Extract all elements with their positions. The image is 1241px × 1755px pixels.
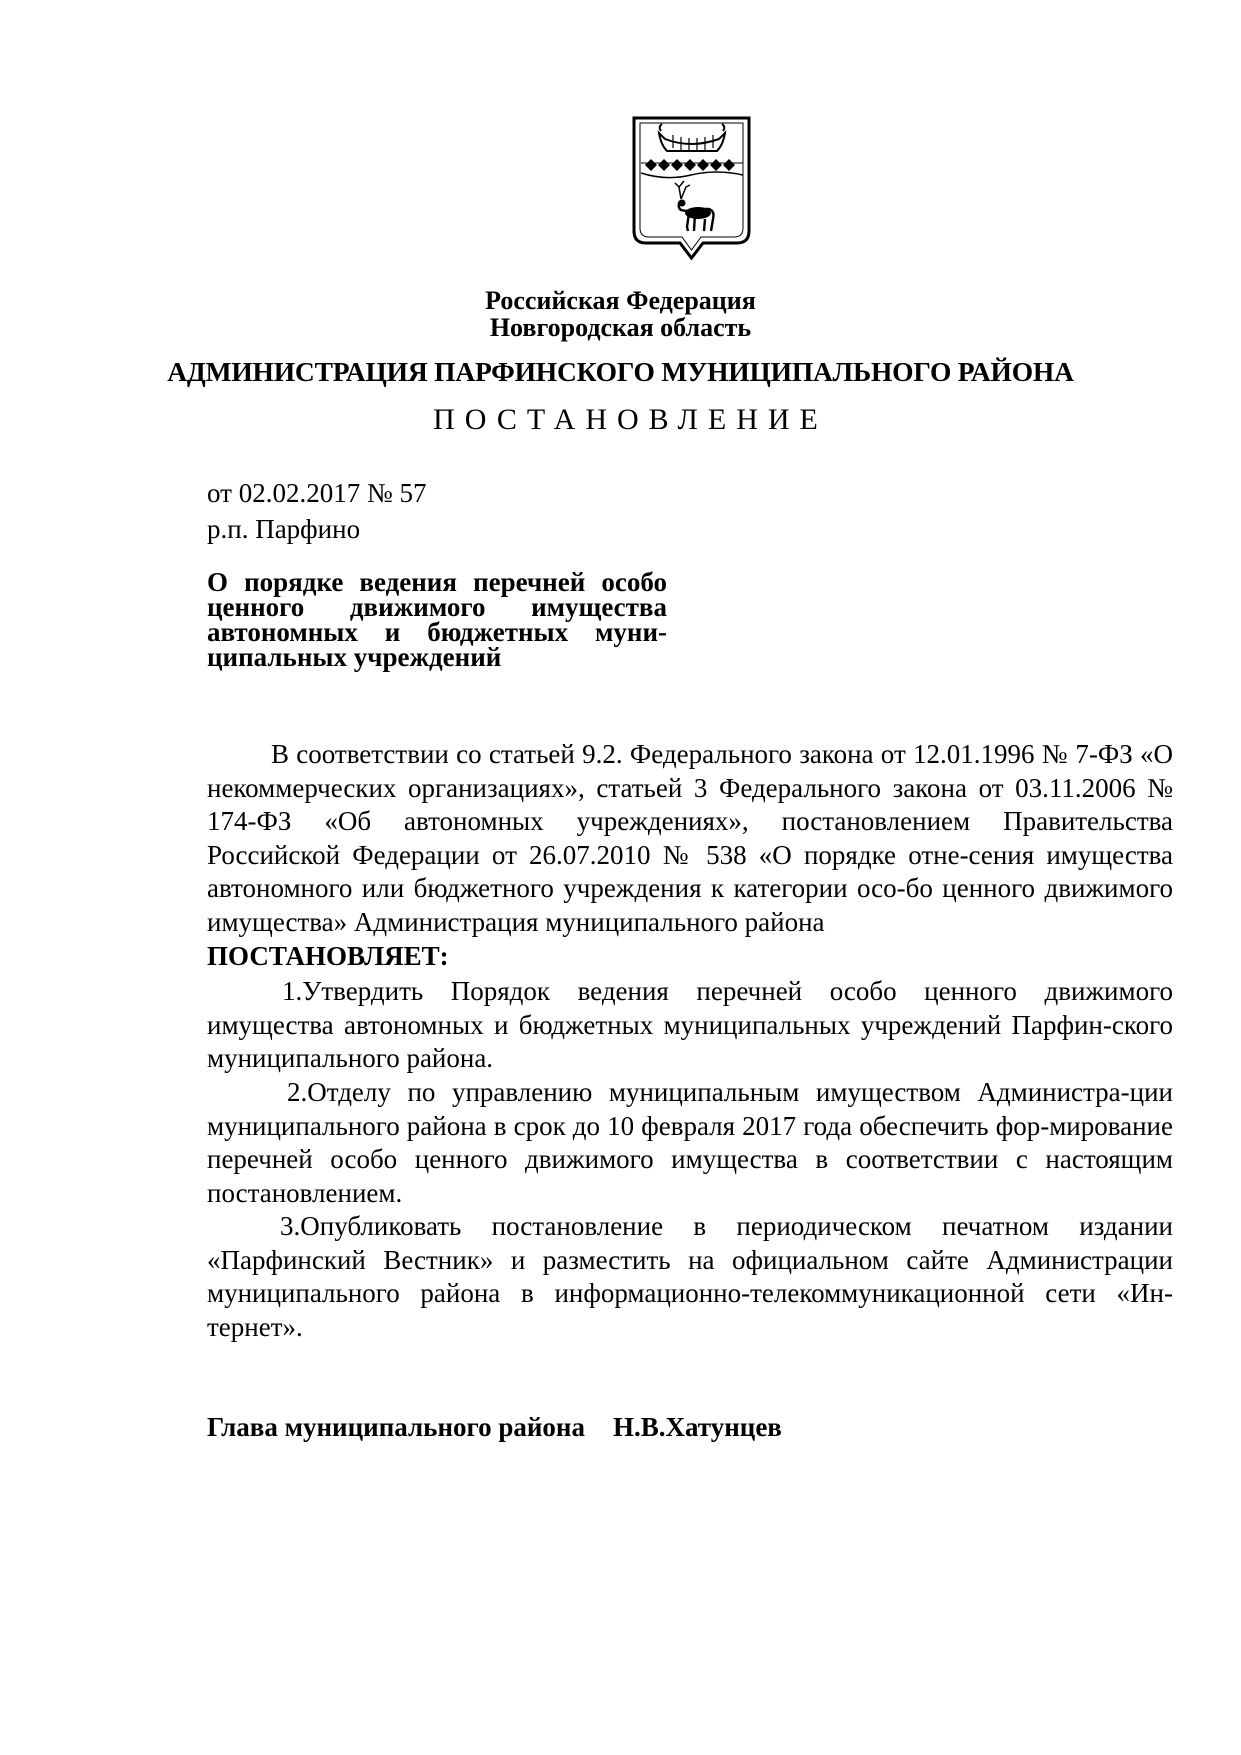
document-date-number: от 02.02.2017 № 57 — [207, 478, 427, 508]
subject-line: ценного движимого имущества — [207, 592, 667, 622]
subject-line: ципальных учреждений — [207, 642, 502, 672]
decree-item-1: 1.Утвердить Порядок ведения перечней особо ценного движимого имущества автономных и бюджетных муниципальных учреждений Парфин-ского муниципального района. — [207, 976, 1173, 1073]
decree-item-3: 3.Опубликовать постановление в периодическом печатном издании «Парфинский Вестник» и разместить на официальном сайте Администрации муниципального района в информационно-телекоммуникационной сети «Ин-тернет». — [207, 1211, 1173, 1342]
decree-word: ПОСТАНОВЛЯЕТ: — [207, 941, 449, 971]
country-heading: Российская Федерация — [485, 286, 756, 315]
coat-of-arms-icon — [631, 115, 752, 261]
document-place: р.п. Парфино — [207, 514, 361, 544]
subject-line: О порядке ведения перечней особо — [207, 567, 667, 597]
preamble-paragraph: В соответствии со статьей 9.2. Федерального закона от 12.01.1996 № 7-ФЗ «О некоммерческих организациях», статьей 3 Федерального закона от 03.11.2006 № 174-ФЗ «Об автономных учреждениях», постановлением Правительства Российской Федерации от 26.07.2010 № 538 «О порядке отне-сения имущества автономного или бюджетного учреждения к категории осо-бо ценного движимого имущества» Администрация муниципального района — [207, 739, 1173, 937]
subject-line: автономных и бюджетных муни- — [207, 617, 667, 647]
decree-item-2: 2.Отделу по управлению муниципальным имуществом Администра-ции муниципального района в срок до 10 февраля 2017 года обеспечить фор-мирование перечней особо ценного движимого имущества в соответствии с настоящим постановлением. — [207, 1077, 1173, 1208]
document-subject — [207, 567, 667, 672]
signatory-name: Н.В.Хатунцев — [612, 1412, 782, 1442]
signatory-position: Глава муниципального района — [207, 1412, 585, 1442]
document-type-heading: ПОСТАНОВЛЕНИЕ — [433, 403, 828, 436]
signature-block — [207, 1410, 782, 1444]
region-heading: Новгородская область — [489, 313, 752, 342]
authority-heading: АДМИНИСТРАЦИЯ ПАРФИНСКОГО МУНИЦИПАЛЬНОГО РАЙОНА — [167, 356, 1074, 387]
